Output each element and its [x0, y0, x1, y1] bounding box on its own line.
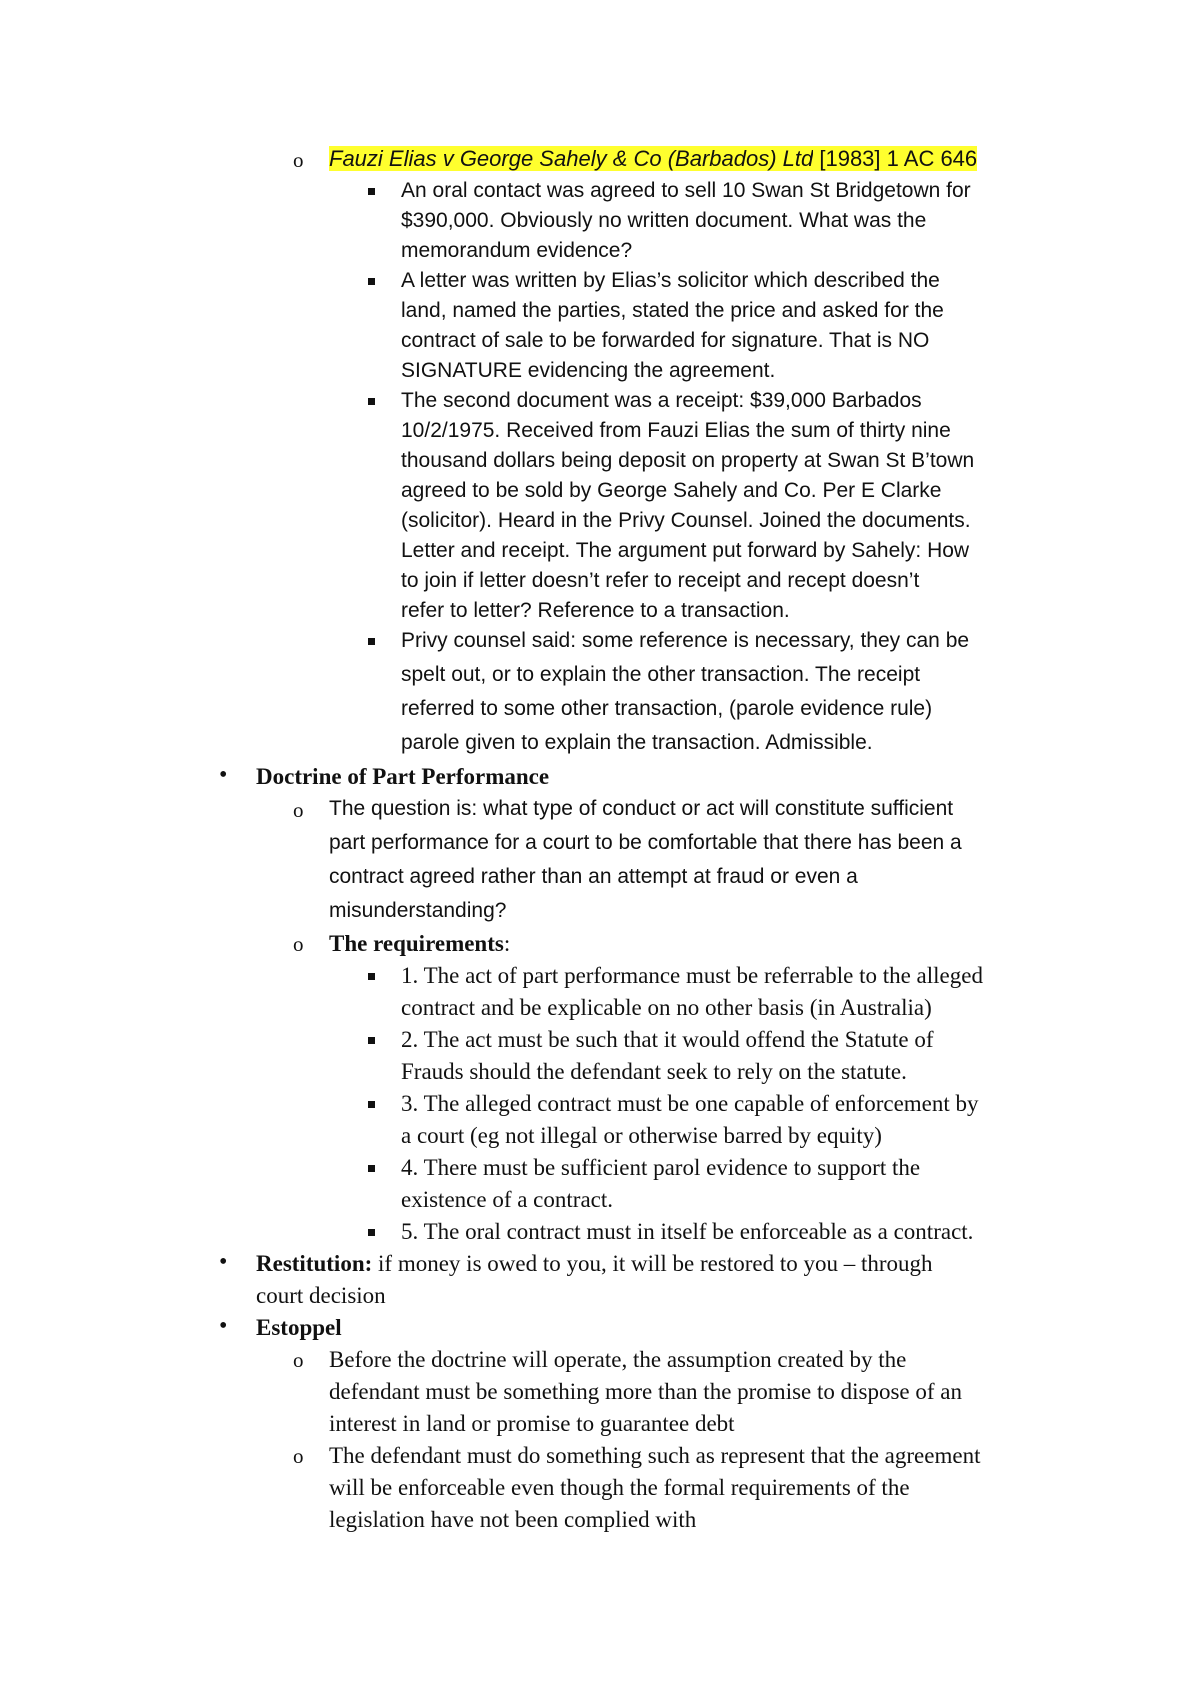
square-bullet — [368, 1037, 375, 1044]
sub-bullet-marker: o — [293, 932, 304, 956]
sub-bullet-marker: o — [293, 1348, 304, 1372]
requirement-line: 5. The oral contract must in itself be enforceable as a contract. — [401, 1219, 974, 1244]
case-point-line: (solicitor). Heard in the Privy Counsel. Joined the documents. — [401, 509, 971, 532]
requirement-line: Frauds should the defendant seek to rely on the statute. — [401, 1059, 907, 1084]
requirements-heading: The requirements: — [329, 931, 511, 956]
case-point-line: refer to letter? Reference to a transaction. — [401, 599, 790, 622]
question-line: part performance for a court to be comfortable that there has been a — [329, 831, 962, 854]
requirement-line: existence of a contract. — [401, 1187, 613, 1212]
case-point-line: Privy counsel said: some reference is necessary, they can be — [401, 629, 970, 652]
bullet-marker: • — [219, 762, 228, 788]
estoppel-line: The defendant must do something such as represent that the agreement — [329, 1443, 981, 1468]
case-point-line: 10/2/1975. Received from Fauzi Elias the sum of thirty nine — [401, 419, 951, 442]
bullet-marker: • — [219, 1313, 228, 1339]
bullet-marker: • — [219, 1249, 228, 1275]
case-point-line: The second document was a receipt: $39,000 Barbados — [401, 389, 922, 412]
case-name: Fauzi Elias v George Sahely & Co (Barbados) Ltd — [329, 146, 814, 171]
case-point-line: parole given to explain the transaction. Admissible. — [401, 731, 873, 754]
case-point-line: spelt out, or to explain the other transaction. The receipt — [401, 663, 921, 686]
estoppel-line: will be enforceable even though the formal requirements of the — [329, 1475, 910, 1500]
case-point-line: contract of sale to be forwarded for signature. That is NO — [401, 329, 930, 352]
section-heading-estoppel: Estoppel — [256, 1315, 342, 1340]
requirement-line: 3. The alleged contract must be one capable of enforcement by — [401, 1091, 979, 1116]
restitution-line: Restitution: if money is owed to you, it will be restored to you – through — [256, 1251, 933, 1276]
square-bullet — [368, 278, 375, 285]
square-bullet — [368, 1229, 375, 1236]
square-bullet — [368, 398, 375, 405]
requirement-line: a court (eg not illegal or otherwise barred by equity) — [401, 1123, 882, 1148]
question-line: The question is: what type of conduct or act will constitute sufficient — [329, 797, 954, 820]
estoppel-line: defendant must be something more than the promise to dispose of an — [329, 1379, 963, 1404]
case-point-line: referred to some other transaction, (parole evidence rule) — [401, 697, 933, 720]
restitution-heading: Restitution: — [256, 1251, 373, 1276]
section-heading-part-performance: Doctrine of Part Performance — [256, 764, 550, 789]
case-point-line: agreed to be sold by George Sahely and Co. Per E Clarke — [401, 479, 942, 502]
case-point-line: SIGNATURE evidencing the agreement. — [401, 359, 776, 382]
case-point-line: thousand dollars being deposit on property at Swan St B’town — [401, 449, 975, 472]
sub-bullet-marker: o — [293, 798, 304, 822]
estoppel-line: interest in land or promise to guarantee debt — [329, 1411, 735, 1436]
sub-bullet-marker: o — [293, 1444, 304, 1468]
square-bullet — [368, 188, 375, 195]
requirement-line: contract and be explicable on no other basis (in Australia) — [401, 995, 932, 1020]
case-point-line: A letter was written by Elias’s solicitor which described the — [401, 269, 940, 292]
requirement-line: 2. The act must be such that it would offend the Statute of — [401, 1027, 934, 1052]
square-bullet — [368, 638, 375, 645]
case-point-line: Letter and receipt. The argument put forward by Sahely: How — [401, 539, 970, 562]
square-bullet — [368, 1165, 375, 1172]
square-bullet — [368, 1101, 375, 1108]
question-line: contract agreed rather than an attempt at fraud or even a — [329, 865, 858, 888]
requirement-line: 1. The act of part performance must be referrable to the alleged — [401, 963, 983, 988]
estoppel-line: Before the doctrine will operate, the assumption created by the — [329, 1347, 907, 1372]
restitution-line: court decision — [256, 1283, 386, 1308]
case-point-line: land, named the parties, stated the price and asked for the — [401, 299, 944, 322]
sub-bullet-marker: o — [293, 148, 304, 172]
estoppel-line: legislation have not been complied with — [329, 1507, 697, 1532]
requirement-line: 4. There must be sufficient parol evidence to support the — [401, 1155, 921, 1180]
question-line: misunderstanding? — [329, 899, 507, 922]
square-bullet — [368, 973, 375, 980]
case-point-line: memorandum evidence? — [401, 239, 633, 262]
case-point-line: An oral contact was agreed to sell 10 Swan St Bridgetown for — [401, 179, 971, 202]
case-point-line: to join if letter doesn’t refer to receipt and recept doesn’t — [401, 569, 920, 592]
case-point-line: $390,000. Obviously no written document. What was the — [401, 209, 927, 232]
case-citation: [1983] 1 AC 646 — [813, 146, 978, 171]
case-heading — [329, 148, 977, 170]
